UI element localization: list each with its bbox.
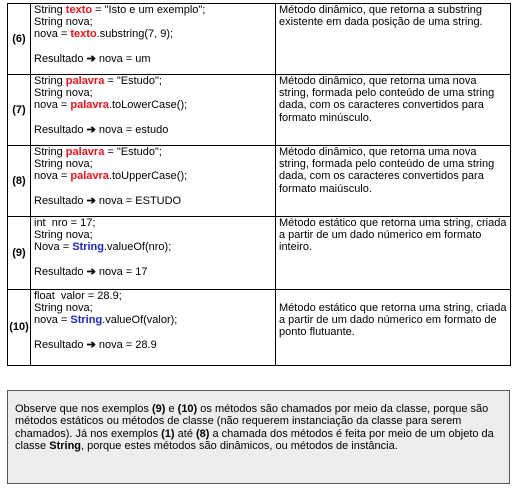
result-label: Resultado (34, 194, 84, 207)
code-text: nova = (34, 28, 71, 41)
note-box (7, 390, 510, 484)
arrow-icon: ➔ (86, 123, 96, 136)
variable-name: texto (65, 4, 93, 16)
result-line (34, 124, 272, 136)
code-text: = "Estudo"; (104, 75, 162, 87)
code-line: String nova; (34, 16, 93, 29)
table-row (8, 146, 511, 217)
code-cell (31, 4, 276, 75)
table-row (8, 75, 511, 146)
code-line (34, 99, 272, 111)
example-number: (7) (8, 75, 31, 146)
code-line (34, 28, 272, 40)
result-value: nova = estudo (98, 123, 169, 136)
arrow-icon: ➔ (86, 338, 96, 351)
code-text: nova = (34, 99, 71, 112)
table-row (8, 217, 511, 290)
code-line (34, 146, 272, 158)
note-bold: String (49, 440, 82, 453)
class-name: String (72, 241, 104, 254)
code-cell (31, 146, 276, 217)
code-text: String (34, 75, 66, 87)
code-text: String (34, 146, 66, 158)
string-methods-table (7, 3, 511, 366)
table-row (8, 4, 511, 75)
variable-name: palavra (65, 75, 105, 87)
note-bold: (8) (196, 427, 210, 440)
code-cell (31, 217, 276, 290)
result-value: nova = 17 (98, 265, 148, 278)
code-text: = "Isto e um exemplo"; (92, 4, 206, 16)
spacer (34, 183, 272, 195)
code-line: float valor = 28.9; (34, 290, 122, 302)
note-bold: (1) (161, 427, 175, 440)
method-call: .toUpperCase(); (108, 170, 188, 183)
code-line: String nova; (34, 302, 93, 315)
note-bold: (9) (151, 403, 166, 415)
description-cell: Método dinâmico, que retorna a substring existente em dada posição de uma string. (276, 4, 511, 75)
note-text: a chamada dos métodos é feita por meio de um objeto da classe (15, 427, 494, 453)
method-call: .substring(7, 9); (96, 28, 174, 41)
description-cell: Método dinâmico, que retorna uma nova string, formada pelo conteúdo de uma string dada, com os caracteres convertidos para formato minúsculo. (276, 75, 511, 146)
variable-name: palavra (70, 170, 109, 183)
arrow-icon: ➔ (86, 52, 96, 65)
description-text: Método estático que retorna uma string, criada a partir de um dado númerico em formato de ponto flutuante. (279, 302, 507, 339)
result-value: nova = um (98, 52, 151, 65)
result-line (34, 339, 272, 351)
result-line (34, 53, 272, 65)
example-number: (8) (8, 146, 31, 217)
note-text: , porque estes métodos são dinâmicos, ou métodos de instância. (81, 440, 398, 453)
note-text: e (165, 403, 178, 415)
description-cell: Método dinâmico, que retorna uma nova string, formada pelo conteúdo de uma string dada, com os caracteres convertidos para formato maiúsculo. (276, 146, 511, 217)
code-text: = "Estudo"; (104, 146, 162, 158)
code-line (34, 170, 272, 182)
code-line: String nova; (34, 87, 93, 100)
code-line (34, 241, 272, 253)
variable-name: palavra (70, 99, 109, 112)
result-label: Resultado (34, 52, 84, 65)
code-line: int nro = 17; (34, 217, 96, 229)
description-cell (276, 290, 511, 366)
code-text: Nova = (34, 241, 73, 254)
spacer (34, 254, 272, 266)
result-label: Resultado (34, 123, 84, 136)
arrow-icon: ➔ (86, 265, 96, 278)
code-line (34, 314, 272, 326)
code-text: nova = (34, 314, 71, 327)
note-text: até (174, 427, 196, 440)
spacer (34, 327, 272, 339)
spacer (34, 41, 272, 53)
example-number: (10) (8, 290, 31, 366)
code-line (34, 75, 272, 87)
variable-name: texto (70, 28, 97, 41)
note-text: Observe que nos exemplos (15, 403, 152, 415)
note-text: os métodos são chamados por meio da classe, porque são métodos estáticos ou métodos de classe (não requerem instanciação da classe para serem chamados). Já nos exemplos (15, 403, 489, 440)
description-cell: Método estático que retorna uma string, criada a partir de um dado númerico em formato inteiro. (276, 217, 511, 290)
variable-name: palavra (65, 146, 105, 158)
arrow-icon: ➔ (86, 194, 96, 207)
code-line: String nova; (34, 229, 93, 242)
code-cell (31, 75, 276, 146)
result-value: nova = 28.9 (98, 338, 157, 351)
class-name: String (70, 314, 103, 327)
example-number: (6) (8, 4, 31, 75)
code-text: nova = (34, 170, 71, 183)
method-call: .valueOf(nro); (104, 241, 172, 254)
code-text: String (34, 4, 66, 16)
code-line (34, 4, 272, 16)
result-value: nova = ESTUDO (98, 194, 182, 207)
result-line (34, 195, 272, 207)
code-line: String nova; (34, 158, 93, 171)
example-number: (9) (8, 217, 31, 290)
table-row (8, 290, 511, 366)
method-call: .toLowerCase(); (108, 99, 188, 112)
result-label: Resultado (34, 338, 84, 351)
code-cell (31, 290, 276, 366)
method-call: .valueOf(valor); (102, 314, 178, 327)
note-bold: (10) (177, 403, 198, 415)
spacer (34, 112, 272, 124)
result-label: Resultado (34, 265, 84, 278)
result-line (34, 266, 272, 278)
